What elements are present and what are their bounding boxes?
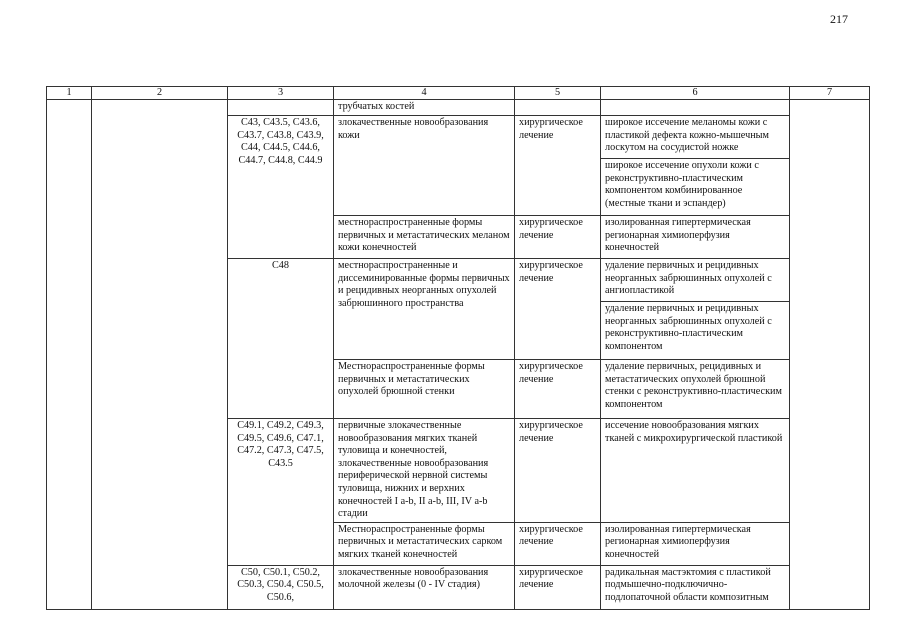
table-row — [47, 100, 870, 116]
diagnosis-cell: местнораспространенные формы первичных и метастатических меланом кожи конечностей — [334, 216, 515, 259]
column-number: 4 — [334, 87, 515, 100]
treatment-type-cell: хирургическое лечение — [515, 565, 601, 609]
col7-cell — [790, 100, 870, 610]
method-cell: широкое иссечение опухоли кожи с реконструктивно-пластическим компонентом комбинированное (местные ткани и эспандер) — [601, 159, 790, 216]
icd-code-cell: С49.1, С49.2, С49.3, С49.5, С49.6, С47.1, С47.2, С47.3, С47.5, С43.5 — [228, 419, 334, 566]
column-number: 1 — [47, 87, 92, 100]
method-cell — [601, 100, 790, 116]
page-number: 217 — [830, 12, 848, 26]
treatment-type-cell — [515, 100, 601, 116]
icd-code-cell: С43, С43.5, С43.6, С43.7, С43.8, С43.9, С44, С44.5, С44.6, С44.7, С44.8, С44.9 — [228, 116, 334, 259]
method-cell: широкое иссечение меланомы кожи с пластикой дефекта кожно-мышечным лоскутом на сосудистой ножке — [601, 116, 790, 159]
treatment-type-cell: хирургическое лечение — [515, 522, 601, 565]
diagnosis-cell: злокачественные новообразования кожи — [334, 116, 515, 216]
method-cell: радикальная мастэктомия с пластикой подмышечно-подключично-подлопаточной области композитным — [601, 565, 790, 609]
column-number: 2 — [92, 87, 228, 100]
treatment-type-cell: хирургическое лечение — [515, 360, 601, 419]
treatment-type-cell: хирургическое лечение — [515, 259, 601, 360]
column-number-row — [47, 87, 870, 100]
diagnosis-cell: трубчатых костей — [334, 100, 515, 116]
method-cell: удаление первичных и рецидивных неорганных забрюшинных опухолей с ангиопластикой — [601, 259, 790, 302]
diagnosis-cell: Местнораспространенные формы первичных и метастатических сарком мягких тканей конечностей — [334, 522, 515, 565]
diagnosis-cell: местнораспространенные и диссеминированные формы первичных и рецидивных неорганных опухолей забрюшинного пространства — [334, 259, 515, 360]
method-cell: удаление первичных и рецидивных неорганных забрюшинных опухолей с реконструктивно-пластическим компонентом — [601, 302, 790, 360]
method-cell: изолированная гипертермическая регионарная химиоперфузия конечностей — [601, 522, 790, 565]
method-cell: удаление первичных, рецидивных и метастатических опухолей брюшной стенки с реконструктивно-пластическим компонентом — [601, 360, 790, 419]
col2-cell — [92, 100, 228, 610]
icd-code-cell — [228, 100, 334, 116]
treatment-type-cell: хирургическое лечение — [515, 116, 601, 216]
column-number: 7 — [790, 87, 870, 100]
treatment-type-cell: хирургическое лечение — [515, 216, 601, 259]
treatment-type-cell: хирургическое лечение — [515, 419, 601, 523]
medical-procedures-table — [46, 86, 870, 610]
diagnosis-cell: злокачественные новообразования молочной железы (0 - IV стадия) — [334, 565, 515, 609]
col1-cell — [47, 100, 92, 610]
diagnosis-cell: первичные злокачественные новообразования мягких тканей туловища и конечностей, злокачественные новообразования периферической нервной системы туловища, нижних и верхних конечностей I a-b, II a-b, III, IV a-b стадии — [334, 419, 515, 523]
diagnosis-cell: Местнораспространенные формы первичных и метастатических опухолей брюшной стенки — [334, 360, 515, 419]
column-number: 6 — [601, 87, 790, 100]
icd-code-cell: С48 — [228, 259, 334, 419]
method-cell: изолированная гипертермическая регионарная химиоперфузия конечностей — [601, 216, 790, 259]
method-cell: иссечение новообразования мягких тканей с микрохирургической пластикой — [601, 419, 790, 523]
column-number: 3 — [228, 87, 334, 100]
icd-code-cell: С50, С50.1, С50.2, С50.3, С50.4, С50.5, С50.6, — [228, 565, 334, 609]
column-number: 5 — [515, 87, 601, 100]
